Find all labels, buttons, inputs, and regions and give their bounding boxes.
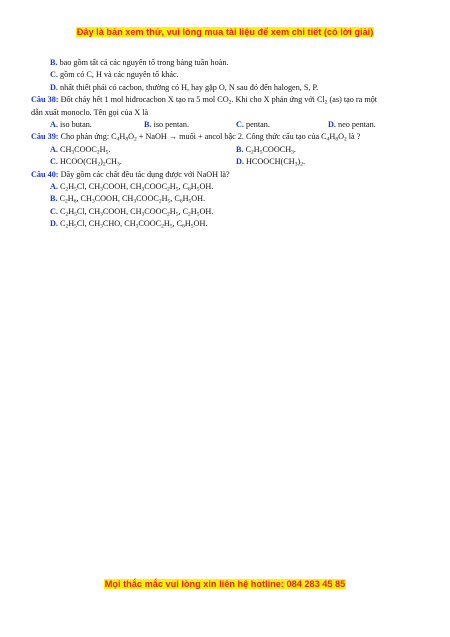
q38-option-a: A. iso butan. — [50, 120, 92, 130]
q38-option-c: C. pentan. — [236, 120, 270, 130]
preview-banner — [0, 27, 450, 37]
q39-stem: Câu 39: Cho phản ứng: $C_4H_8O_2$ + NaOH → muối + ancol bậc 2. Công thức cấu tạo của $C_4H_8O_2$ là ? — [31, 132, 361, 143]
q39-option-d: D. $HCOOCH(CH_3)_2$. — [236, 157, 305, 168]
q39-option-c: C. $HCOO(CH_2)_2CH_3$. — [50, 157, 122, 168]
q40-option-b: B. $C_2H_6$, $CH_3COOH$, $CH_3COOC_2H_5$, $C_6H_5OH$. — [50, 194, 206, 205]
preview-banner-text: Đây là bản xem thử, vui lòng mua tài liệu để xem chi tiết (có lời giải) — [76, 27, 374, 37]
q39-options-row-2 — [31, 156, 425, 168]
question-content — [31, 57, 425, 231]
hotline-banner-text: Mọi thắc mắc vui lòng xin liên hệ hotline: 084 283 45 85 — [104, 579, 346, 589]
q38-option-d: D. neo pentan. — [328, 120, 376, 130]
q37-option-c: C. gồm có C, H và các nguyên tố khác. — [50, 70, 179, 80]
q37-option-d: D. nhất thiết phải có cacbon, thường có H, hay gặp O, N sau đó đến halogen, S, P. — [50, 82, 319, 92]
q39-option-a: A. $CH_3COOC_2H_5$. — [50, 144, 111, 156]
q38-option-b: B. iso pentan. — [144, 120, 190, 130]
q38-options — [31, 119, 425, 131]
q37-option-b: B. bao gồm tất cả các nguyên tố trong bảng tuần hoàn. — [50, 58, 229, 67]
q40-option-a: A. $C_2H_5Cl$, $CH_3COOH$, $CH_3COOC_2H_5$, $C_6H_5OH$. — [50, 182, 214, 193]
q40-option-d: D. $C_2H_5Cl$, $CH_3CHO$, $CH_3COOC_2H_5$, $C_6H_5OH$. — [50, 219, 208, 230]
q40-stem: Câu 40: Dãy gồm các chất đều tác dụng được với NaOH là? — [31, 169, 230, 179]
hotline-banner — [0, 579, 450, 589]
q40-option-c: C. $C_2H_5Cl$, $CH_3COOH$, $CH_3COOC_2H_5$, $C_2H_5OH$. — [50, 206, 214, 218]
q39-option-b: B. $C_2H_5COOCH_3$. — [236, 144, 296, 156]
q38-stem: Câu 38: Đốt cháy hết 1 mol hiđrocacbon X tạo ra 5 mol $CO_2$. Khi cho X phản ứng với $Cl_2$ (as) tạo ra một — [31, 95, 378, 106]
q38-stem-continued: dẫn xuất monoclo. Tên gọi của X là — [31, 107, 149, 117]
q39-options-row-1 — [31, 144, 425, 156]
